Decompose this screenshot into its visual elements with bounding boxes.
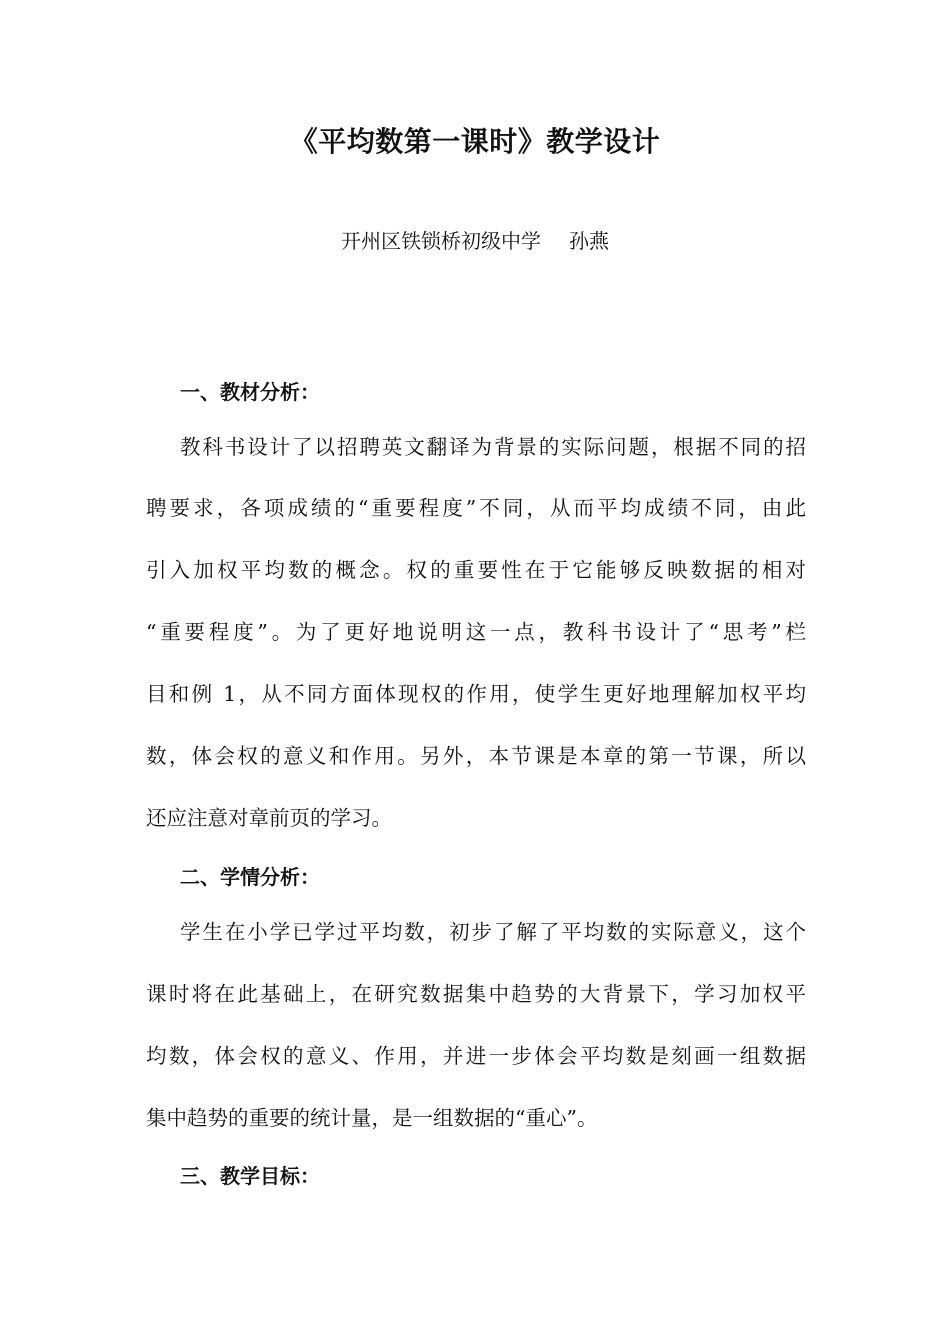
section-heading-student-analysis: 二、学情分析： (180, 865, 320, 889)
paragraph-line: 均数，体会权的意义、作用，并进一步体会平均数是刻画一组数据 (146, 1044, 806, 1068)
author-line (0, 226, 950, 256)
paragraph-line: 数，体会权的意义和作用。另外，本节课是本章的第一节课，所以 (146, 744, 806, 768)
paragraph-line: 引入加权平均数的概念。权的重要性在于它能够反映数据的相对 (146, 558, 806, 582)
section-heading-teaching-goals: 三、教学目标： (180, 1164, 320, 1188)
paragraph-line: 聘要求，各项成绩的“重要程度”不同，从而平均成绩不同，由此 (146, 496, 806, 520)
paragraph-line: 课时将在此基础上，在研究数据集中趋势的大背景下，学习加权平 (146, 982, 806, 1006)
paragraph-line: 学生在小学已学过平均数，初步了解了平均数的实际意义，这个 (180, 920, 806, 944)
section-heading-textbook-analysis: 一、教材分析： (180, 380, 320, 404)
author-name: 孙燕 (569, 229, 609, 253)
paragraph-line: “重要程度”。为了更好地说明这一点，教科书设计了“思考”栏 (146, 620, 806, 644)
author-school: 开州区铁锁桥初级中学 (341, 229, 541, 253)
paragraph-line: 教科书设计了以招聘英文翻译为背景的实际问题，根据不同的招 (180, 435, 806, 459)
paragraph-line: 目和例 1，从不同方面体现权的作用，使学生更好地理解加权平均 (146, 682, 806, 706)
document-title: 《平均数第一课时》教学设计 (289, 125, 661, 158)
paragraph-line: 还应注意对章前页的学习。 (146, 806, 392, 830)
paragraph-line: 集中趋势的重要的统计量，是一组数据的“重心”。 (146, 1106, 598, 1130)
